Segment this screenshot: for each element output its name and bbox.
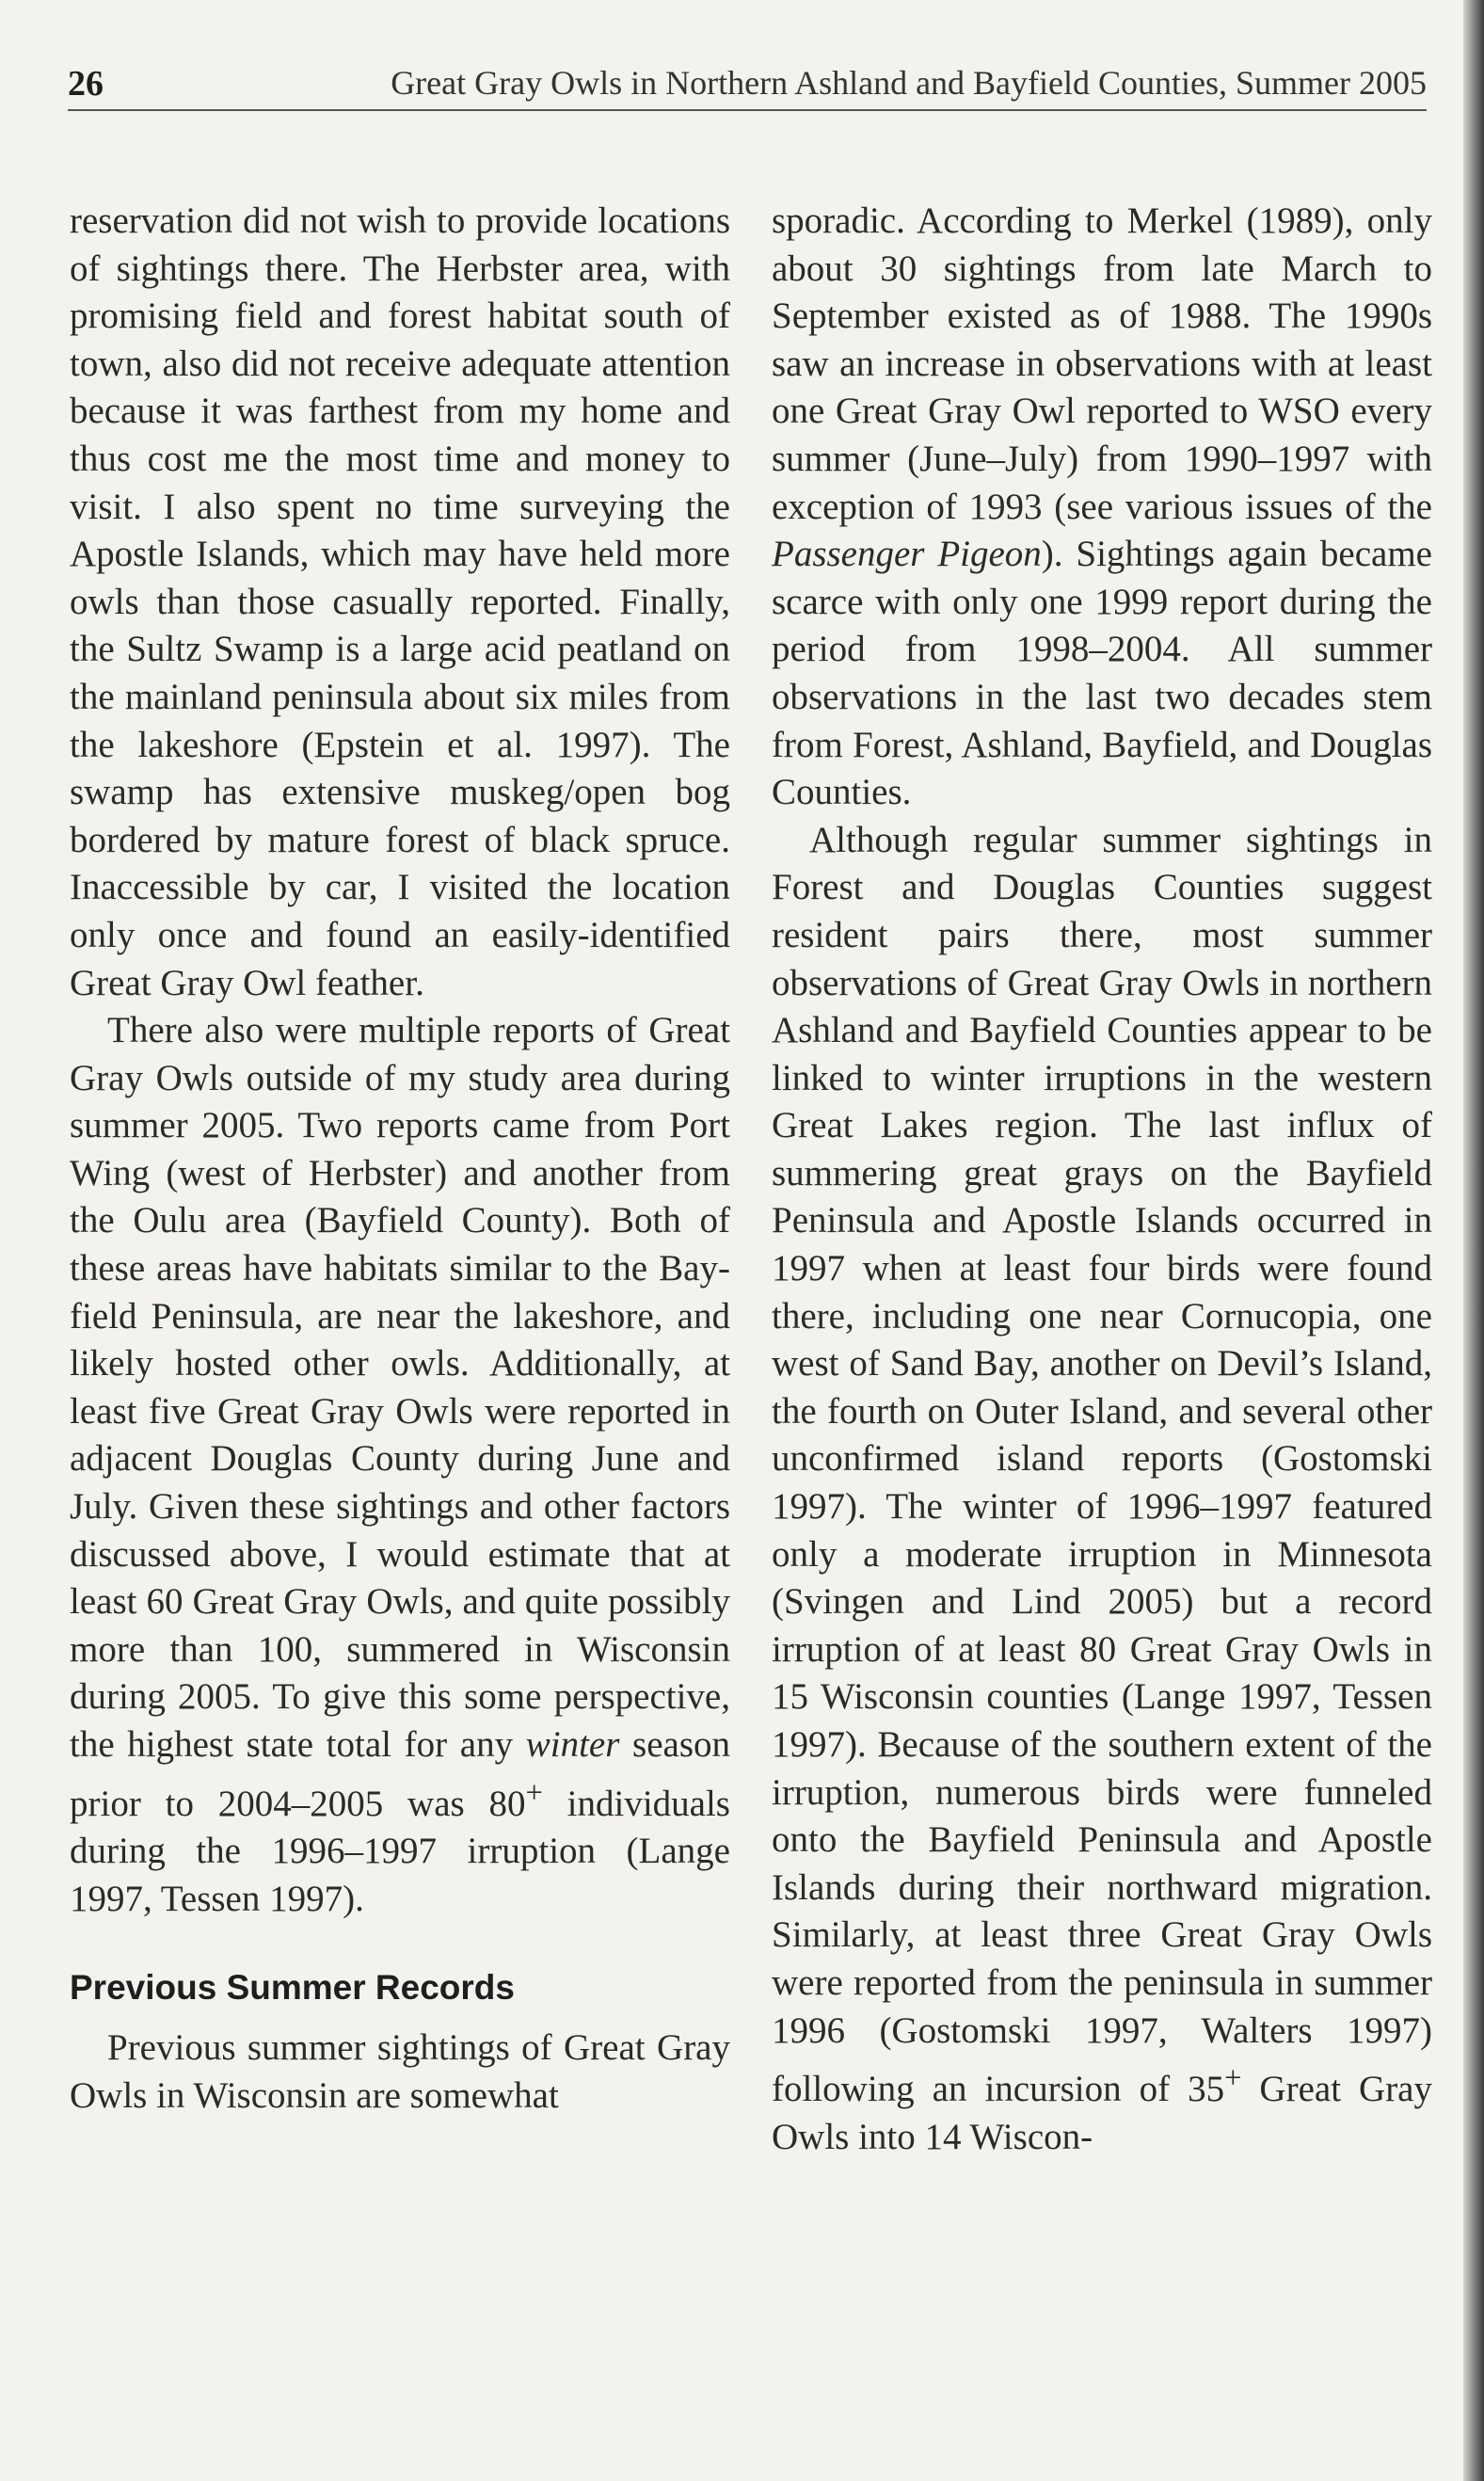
section-heading-previous-summer-records: Previous Summer Records [70,1968,515,2008]
superscript-plus: + [1224,2061,1242,2096]
left-column [70,198,730,2121]
paragraph-irruptions: Although regular summer sightings in Forest and Douglas Counties suggest resident pairs there, most summer observations of Great Gray Owls in northern Ashland and Bayfield Counties appear to be linked to winter irruptions in the western Great Lakes region. The last influx of summering great grays on the Bayfield Peninsula and Apostle Islands occurred in 1997 when at least four birds were found there, including one near Cornucopia, one west of Sand Bay, another on Devil’s Island, the fourth on Outer Island, and several other unconfirmed island reports (Gostomski 1997). The winter of 1996–1997 featured only a moderate irruption in Minnesota (Svingen and Lind 2005) but a record irruption of at least 80 Great Gray Owls in 15 Wisconsin counties (Lange 1997, Tessen 1997). Because of the southern extent of the irruption, numerous birds were funneled onto the Bayfield Peninsula and Apostle Islands during their northward migration. Similarly, at least three Great Gray Owls were reported from the peninsula in summer 1996 (Gostomski 1997, Walters 1997) following an incursion of 35+ Great Gray Owls into 14 Wiscon- [772,819,1432,2157]
superscript-plus: + [525,1775,543,1810]
paragraph-sporadic-sightings: sporadic. According to Merkel (1989), only about 30 sightings from late March to September existed as of 1988. The 1990s saw an increase in observations with at least one Great Gray Owl reported to WSO every summer (June–July) from 1990–1997 with exception of 1993 (see various issues of the Passenger Pigeon). Sightings again became scarce with only one 1999 report during the period from 1998–2004. All summer observations in the last two decades stem from Forest, Ashland, Bayfield, and Douglas Counties. [772,200,1432,813]
emphasis-winter: winter [525,1724,620,1765]
emphasis-passenger-pigeon: Passenger Pigeon [772,534,1042,575]
paragraph-previous-records-start: Previous summer sightings of Great Gray Owls in Wisconsin are somewhat [70,2027,730,2116]
right-column [772,198,1432,2161]
binding-edge-shadow [1463,0,1484,2481]
page-header [68,55,1427,111]
page-number: 26 [68,64,104,104]
paragraph-outside-reports: There also were multiple reports of Great Gray Owls outside of my study area during summer 2005. Two reports came from Port Wing (west of Herbster) and another from the Oulu area (Bayfield County). Both of these areas have habitats similar to the Bayfield Peninsula, are near the lakeshore, and likely hosted other owls. Additionally, at least five Great Gray Owls were reported in adjacent Douglas County during June and July. Given these sightings and other factors discussed above, I would estimate that at least 60 Great Gray Owls, and quite possibly more than 100, summered in Wisconsin during 2005. To give this some perspective, the highest state total for any winter season prior to 2004–2005 was 80+ individuals during the 1996–1997 irruption (Lange 1997, Tessen 1997). [70,1010,731,1919]
paragraph-survey-limits: reservation did not wish to provide locations of sightings there. The Herbster area, with promising field and forest habitat south of town, also did not receive adequate attention because it was farthest from my home and thus cost me the most time and money to visit. I also spent no time surveying the Apostle Islands, which may have held more owls than those casually reported. Finally, the Sultz Swamp is a large acid peatland on the mainland peninsula about six miles from the lakeshore (Epstein et al. 1997). The swamp has extensive muskeg/open bog bordered by mature forest of black spruce. Inaccessible by car, I visited the location only once and found an easily-identified Great Gray Owl feather. [70,200,730,1003]
running-head: Great Gray Owls in Northern Ashland and Bayfield Counties, Summer 2005 [391,64,1427,102]
header-rule [68,109,1427,111]
